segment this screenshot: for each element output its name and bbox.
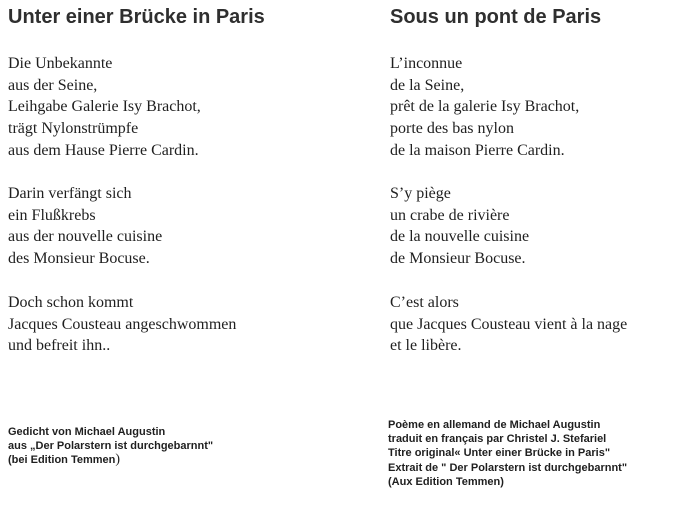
poem-line: de Monsieur Bocuse. <box>390 250 526 268</box>
credit-line: aus „Der Polarstern ist durchgebarnnt" <box>8 440 214 453</box>
poem-line: Darin verfängt sich <box>8 185 132 202</box>
poem-line: des Monsieur Bocuse. <box>8 250 150 268</box>
credit-line: Gedicht von Michael Augustin <box>8 426 166 438</box>
credit-line: (Aux Edition Temmen) <box>388 475 504 488</box>
german-title: Unter einer Brücke in Paris <box>8 6 265 28</box>
poem-line: de la nouvelle cuisine <box>390 228 530 246</box>
credit-line: traduit en français par Christel J. Stefariel <box>388 433 607 446</box>
poem-line: Leihgabe Galerie Isy Brachot, <box>8 98 201 116</box>
credit-line: Extrait de " Der Polarstern ist durchgebarnnt" <box>388 461 628 474</box>
poem-line: prêt de la galerie Isy Brachot, <box>390 98 580 116</box>
german-stanza-1 <box>8 53 201 162</box>
poem-line: de la Seine, <box>390 76 465 94</box>
poem-line: S’y piège <box>390 185 451 202</box>
publisher-text: (bei Edition Temmen <box>8 454 116 467</box>
poem-line: Die Unbekannte <box>8 55 113 72</box>
poem-line: aus der Seine, <box>8 76 98 94</box>
poem-line: C’est alors <box>390 294 459 311</box>
poem-line: que Jacques Cousteau vient à la nage <box>390 315 628 333</box>
poem-line: porte des bas nylon <box>390 120 514 138</box>
german-stanza-2 <box>8 183 162 270</box>
poem-line: L’inconnue <box>390 55 463 72</box>
french-stanza-3 <box>390 292 627 357</box>
french-stanza-1 <box>390 53 579 162</box>
poem-line: Doch schon kommt <box>8 294 134 311</box>
poem-line: de la maison Pierre Cardin. <box>390 141 565 159</box>
poem-line: aus dem Hause Pierre Cardin. <box>8 141 199 159</box>
poem-line: trägt Nylonstrümpfe <box>8 120 139 138</box>
credit-line <box>8 453 213 467</box>
poem-line: Jacques Cousteau angeschwommen <box>8 315 237 333</box>
french-stanza-2 <box>390 183 529 270</box>
closing-paren: ) <box>115 452 121 468</box>
poem-line: aus der nouvelle cuisine <box>8 228 163 246</box>
german-stanza-3 <box>8 292 236 357</box>
poem-line: un crabe de rivière <box>390 206 510 224</box>
german-credits <box>8 425 213 468</box>
poem-line: ein Flußkrebs <box>8 206 96 224</box>
credit-line: Poème en allemand de Michael Augustin <box>388 419 601 431</box>
poem-line: et le libère. <box>390 337 462 355</box>
credit-line: Titre original« Unter einer Brücke in Paris" <box>388 447 611 460</box>
french-title: Sous un pont de Paris <box>390 6 602 28</box>
poem-line: und befreit ihn.. <box>8 337 111 355</box>
french-credits <box>388 418 627 489</box>
